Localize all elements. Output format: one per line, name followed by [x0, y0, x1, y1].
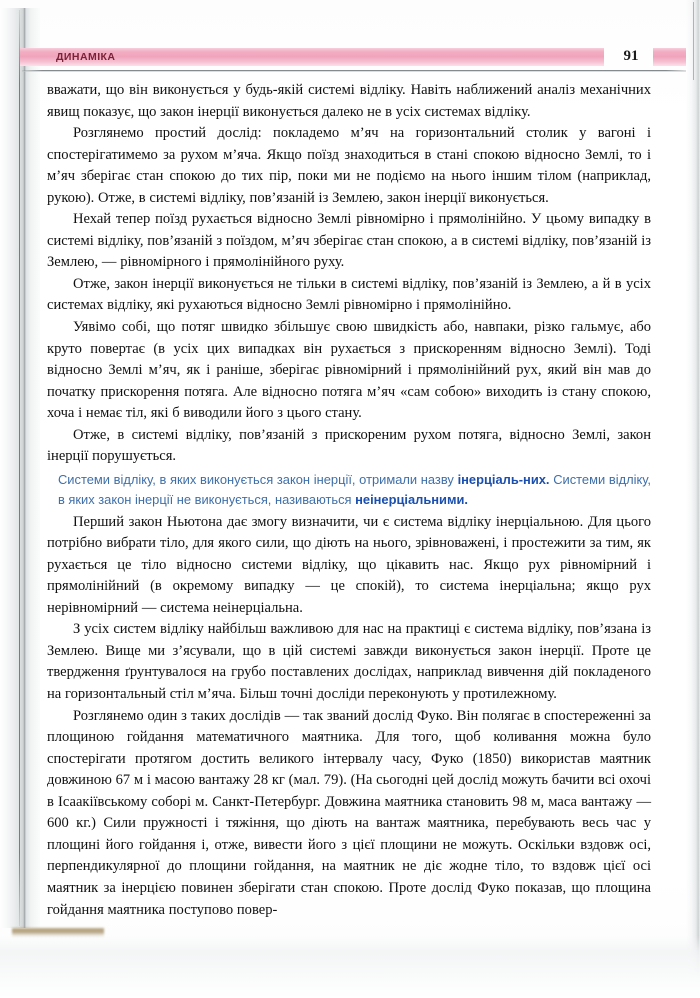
paragraph: вважати, що він виконується у будь-якій системі відліку. Навіть наближений аналіз механічних явищ показує, що закон інерції виконується далеко не в усіх системах відліку.: [47, 82, 651, 120]
definition-term-inertial: інерціаль-них.: [457, 471, 550, 487]
header-divider-rule-shadow: [22, 71, 686, 72]
definition-text-segment: Системи відліку, в яких виконується закон інерції, отримали назву: [58, 471, 458, 487]
paragraph: З усіх систем відліку найбільш важливою для нас на практиці є система відліку, пов’язана із Землею. Вище ми з’ясували, що в цій системі завжди виконується закон інерції. Проте це твердження ґрунтувалося на грубо поставлених дослідах, наприклад вивчення дій покладеного на горизонтальный стіл м’яча. Більш точні досліди переконують у протилежному.: [47, 621, 651, 703]
page-right-edge: [686, 0, 700, 998]
page-bottom-shadow: [0, 936, 700, 998]
definition-text-segment: Системи відліку, в яких закон інерції не виконується, називаються: [58, 471, 652, 508]
running-header: [20, 48, 700, 66]
definition-callout: [47, 470, 651, 511]
paragraph: Нехай тепер поїзд рухається відносно Землі рівномірно і прямолінійно. У цьому випадку в системі відліку, пов’язаній з поїздом, м’яч зберігає стан спокою, а в системі відліку, пов’язаній із Землею, — рівномірного і прямолінійного руху.: [47, 211, 651, 271]
definition-term-noninertial: неінерціальними.: [355, 492, 469, 508]
page-binding-gutter: [0, 8, 40, 928]
page-right-edge-line: [693, 2, 694, 80]
chapter-title: ДИНАМІКА: [56, 51, 116, 63]
paragraph: Уявімо собі, що потяг швидко збільшує свою швидкість або, навпаки, різко гальмує, або круто повертає (в усіх цих випадках він рухається з прискоренням відносно Землі). Тоді відносно Землі м’яч, як і раніше, зберігає рівномірний і прямолінійний рух, який він мав до початку прискорення потяга. Але відносно потяга м’яч «сам собою» виходить із стану спокою, хоча і немає тіл, які б виводили його з цього стану.: [47, 319, 651, 422]
paragraph: Перший закон Ньютона дає змогу визначити, чи є система відліку інерціальною. Для цього потрібно вибрати тіло, для якого сили, що діють на нього, зрівноважені, і простежити за тим, як рухається це тіло відносно системи відліку, що цікавить нас. Якщо рух рівномірний і прямолінійний (в окремому випадку — це спокій), то система інерціальна; якщо рух нерівномірний — система неінерціальна.: [47, 513, 651, 616]
page-fold-line: [19, 10, 20, 926]
paragraph: Розглянемо один з таких дослідів — так званий дослід Фуко. Він полягає в спостереженні за площиною гойдання математичного маятника. Для того, щоб коливання можна було спостерігати протягом достить великого інтервалу часу, Фуко (1850) використав маятник довжиною 67 м і масою вантажу 28 кг (мал. 79). (На сьогодні цей дослід можуть бачити всі охочі в Ісаакіївському соборі м. Санкт-Петербург. Довжина маятника становить 98 м, маса вантажу — 600 кг.) Сили пружності і тяжіння, що діють на вантаж маятника, перебувають весь час у площині його гойдання і, отже, вивести його з цієї площини не можуть. Оскільки вздовж осі, перпендикулярної до площини гойдання, на маятник не діє жодне тіло, то вздовж цієї осі маятник за інерцією повинен зберігати стан спокою. Проте дослід Фуко показав, що площина гойдання маятника поступово повер-: [47, 707, 651, 918]
paragraph: Розглянемо простий дослід: покладемо м’яч на горизонтальний столик у вагоні і спостерігатимемо за рухом м’яча. Якщо поїзд знаходиться в стані спокою відносно Землі, то і м’яч зберігає стан спокою до тих пір, поки ми не подіємо на нього іншим тілом (наприклад, рукою). Отже, в системі відліку, пов’язаній із Землею, закон інерції виконується.: [47, 125, 651, 206]
page-body-text: [47, 80, 651, 921]
paragraph: Отже, в системі відліку, пов’язаній з прискореним рухом потяга, відносно Землі, закон інерції порушується.: [47, 426, 651, 465]
paragraph: Отже, закон інерції виконується не тільки в системі відліку, пов’язаній із Землею, а й в усіх системах відліку, які рухаються відносно Землі рівномірно і прямолінійно.: [47, 275, 651, 314]
header-pink-band-right: [653, 48, 686, 66]
page-number: 91: [623, 48, 639, 64]
